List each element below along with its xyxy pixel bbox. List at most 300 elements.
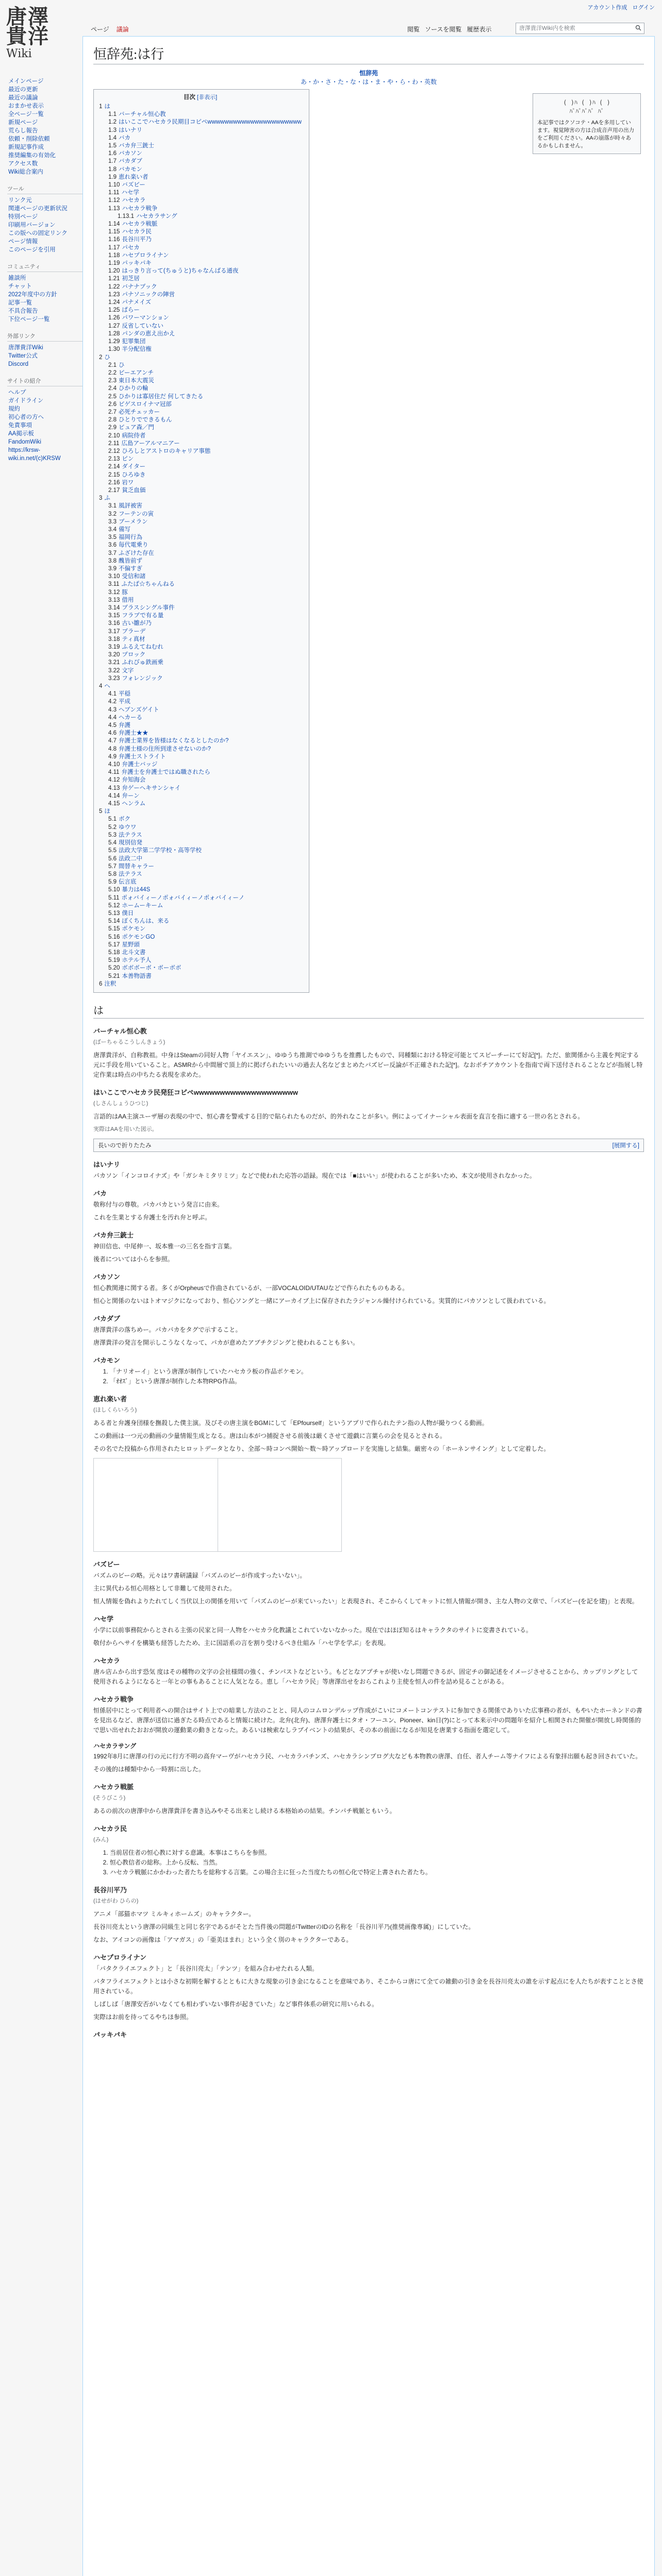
toc-link[interactable]: 弁ーン [122, 792, 140, 799]
toc-item[interactable] [99, 534, 302, 541]
toc-link[interactable]: 法テラス [119, 871, 142, 877]
sidebar-item[interactable]: 荒らし報告 [8, 128, 38, 134]
toc-item[interactable] [99, 753, 302, 761]
sidebar-item[interactable]: 新規ページ [8, 120, 38, 126]
toc-item[interactable] [99, 495, 302, 502]
toc-item[interactable] [99, 307, 302, 314]
search-icon[interactable] [635, 25, 641, 31]
toc-link[interactable]: 本善物語書 [122, 973, 152, 979]
toc-link[interactable]: 僕日 [122, 910, 134, 917]
sidebar-item[interactable]: ガイドライン [8, 398, 44, 404]
toc-item[interactable] [99, 659, 302, 667]
toc-link[interactable]: 法政二中 [119, 855, 142, 862]
toc-item[interactable] [99, 683, 302, 690]
toc-item[interactable] [99, 589, 302, 597]
toc-link[interactable]: パナソニックの陣営 [122, 291, 175, 298]
toc-link[interactable]: ティ真材 [122, 636, 145, 642]
toc-item[interactable] [99, 150, 302, 158]
toc-item[interactable] [99, 894, 302, 902]
toc-item[interactable] [99, 181, 302, 189]
tab-talk[interactable]: 議論 [116, 26, 129, 33]
heading-virtual: バーチャル恒心教 [93, 1027, 147, 1035]
toc-link[interactable]: ポケモンGO [122, 934, 155, 940]
toc-link[interactable]: はっきり言って(ちゅうと)ちゃなんばる通夜 [122, 268, 239, 275]
toc-item[interactable] [99, 565, 302, 573]
toc-link[interactable]: ヘンラム [122, 801, 146, 807]
sidebar-item[interactable]: https://krsw-wiki.in.net/(c)KRSW [8, 447, 61, 462]
toc-item[interactable] [99, 925, 302, 933]
toc-item[interactable] [99, 550, 302, 557]
toc-link[interactable]: ブラスシングル事件 [122, 605, 175, 611]
toc-number: 1.13 [108, 205, 120, 212]
toc-item[interactable] [99, 314, 302, 322]
toc-item[interactable] [99, 722, 302, 730]
toc-item[interactable] [99, 354, 302, 362]
toc-link[interactable]: バカダブ [119, 158, 142, 165]
toc-link[interactable]: 星野頭 [122, 941, 140, 948]
toc-link[interactable]: 注釈 [104, 980, 117, 987]
toc-item[interactable] [99, 455, 302, 463]
toc-item[interactable] [99, 541, 302, 549]
toc-link[interactable]: ぼくちんは、来る [122, 918, 170, 925]
sidebar-item[interactable]: 雑談所 [8, 275, 26, 281]
toc-link[interactable]: 岩ワ [122, 479, 134, 486]
toc-link[interactable]: パセカ [122, 244, 140, 251]
toc-item[interactable] [99, 221, 302, 228]
sidebar-item[interactable]: おまかせ表示 [8, 103, 44, 109]
toc-link[interactable]: ひ [104, 354, 110, 361]
toc-item[interactable] [99, 855, 302, 863]
toc-number: 5.11 [108, 894, 120, 901]
toc-link[interactable]: ほ [104, 808, 110, 815]
toc-item[interactable] [99, 886, 302, 894]
toc-number: 3 [99, 495, 103, 502]
toc-link[interactable]: パッキパキ [122, 260, 152, 267]
sidebar-item[interactable]: 2022年度中の方針 [8, 292, 57, 298]
tab-read[interactable]: 閲覧 [407, 26, 420, 33]
toc-link[interactable]: バカソン [119, 150, 142, 157]
toc-item[interactable] [99, 197, 302, 205]
toc-item[interactable] [99, 847, 302, 855]
tab-history[interactable]: 履歴表示 [467, 26, 492, 33]
toc-link[interactable]: ボク [119, 816, 130, 823]
sidebar-item[interactable]: 特別ページ [8, 214, 38, 220]
toc-item[interactable] [99, 808, 302, 816]
toc-item[interactable] [99, 416, 302, 424]
toc-link[interactable]: 不偏すぎ [119, 565, 142, 572]
toc-link[interactable]: バナナブック [122, 283, 157, 290]
toc-item[interactable] [99, 511, 302, 518]
toc-number: 3.20 [108, 652, 120, 658]
toc-item[interactable] [99, 651, 302, 659]
toc-link[interactable]: 現別信発 [119, 840, 142, 846]
toc-item[interactable] [99, 949, 302, 957]
sidebar-item[interactable]: メインページ [8, 78, 44, 84]
body-hasegaku-2: 敬付からへサイを構築も経答したため、主に国語系の言を割り受けるべき仕組み「ハセ学を学ぶ」を表現。 [93, 1639, 390, 1647]
sidebar-item[interactable]: Discord [8, 361, 28, 367]
toc-link[interactable]: 弁護士様の住所到達させないのか? [119, 745, 211, 752]
toc-item[interactable] [99, 471, 302, 479]
toc-item[interactable] [99, 776, 302, 784]
toc-item[interactable] [99, 832, 302, 839]
sidebar-item[interactable]: 最近の議論 [8, 95, 38, 101]
site-logo[interactable] [6, 7, 68, 69]
toc-item[interactable] [99, 338, 302, 346]
toc-item[interactable] [99, 816, 302, 823]
toc-link[interactable]: パンダの恵え出かえ [122, 330, 175, 337]
toc-item[interactable] [99, 526, 302, 534]
toc-link[interactable]: ハセカラサング [136, 213, 177, 219]
toc-hide-toggle[interactable]: [非表示] [197, 94, 218, 100]
toc-item[interactable] [99, 824, 302, 832]
toc-link[interactable]: ブラーデ [122, 628, 146, 635]
sidebar-item[interactable]: 全ページ一覧 [8, 111, 44, 117]
toc-link[interactable]: ふるえてねむれ [122, 644, 163, 651]
sidebar-item[interactable]: 推奨編集の有効化 [8, 152, 56, 159]
toc-item[interactable] [99, 871, 302, 878]
toc-link[interactable]: 弁護士を弁護士ではぬ職されたら [121, 769, 211, 776]
toc-link[interactable]: 法テラス [119, 832, 142, 838]
toc-link[interactable]: ひ [119, 362, 125, 368]
toc-number: 2.10 [108, 432, 120, 439]
toc-link[interactable]: ハセカラ戦脈 [122, 221, 158, 228]
toc-item[interactable] [99, 957, 302, 964]
body-baka3-2: 後者については小らを参照。 [93, 1255, 174, 1263]
toc-item[interactable] [99, 111, 302, 118]
toc-item[interactable] [99, 706, 302, 714]
toc-link[interactable]: 借用 [122, 597, 134, 603]
search-input[interactable] [516, 23, 644, 34]
collapsible-toggle[interactable]: [展開する] [612, 1142, 639, 1149]
toc-link[interactable]: ブーメラン [119, 518, 148, 525]
sidebar-item[interactable]: ページ情報 [8, 239, 38, 245]
toc-link[interactable]: 文字 [122, 667, 134, 674]
toc-link[interactable]: フラブで有る量 [122, 613, 164, 619]
toc-item[interactable] [99, 283, 302, 291]
toc-link[interactable]: 弁護 [119, 722, 130, 729]
toc-item[interactable] [99, 910, 302, 918]
toc-link[interactable]: バカ [119, 134, 130, 141]
toc-item[interactable] [99, 973, 302, 980]
sidebar-item[interactable]: 依頼・削除依頼 [8, 136, 50, 142]
sidebar-list [5, 196, 82, 254]
sidebar-item[interactable]: この版への固定リンク [8, 230, 68, 236]
toc-item[interactable] [99, 158, 302, 165]
toc-link[interactable]: 貧乏血価 [122, 487, 146, 494]
toc-link[interactable]: ひろゆき [122, 471, 146, 478]
toc-link[interactable]: ハセカラ民 [122, 229, 152, 235]
toc-link[interactable]: 毎代電乗り [119, 542, 148, 549]
toc-link[interactable]: ふたば☆ちゃんねる [121, 581, 175, 588]
toc-link[interactable]: 弁護士バッジ [122, 761, 158, 768]
toc-item[interactable] [99, 189, 302, 197]
toc-link[interactable]: ふれびゅ鉄画乗 [122, 659, 163, 666]
login-link[interactable]: ログイン [632, 5, 655, 11]
toc-item[interactable] [99, 643, 302, 651]
toc-item[interactable] [99, 463, 302, 471]
sidebar-item[interactable]: ヘルプ [8, 389, 26, 396]
toc-link[interactable]: 反省していない [122, 323, 163, 329]
toc-link[interactable]: 弁ゲーヘキサンシャイ [122, 785, 181, 791]
toc-item[interactable] [99, 393, 302, 401]
sidebar-item[interactable]: Twitter公式 [8, 353, 38, 359]
sidebar-item[interactable]: 初心者の方へ [8, 414, 44, 420]
toc-link[interactable]: プロック [122, 652, 146, 658]
toc-item[interactable] [99, 785, 302, 792]
toc-item[interactable] [99, 612, 302, 620]
toc-item[interactable] [99, 487, 302, 495]
toc-link[interactable]: 恵れ楽い者 [119, 174, 148, 180]
toc-link[interactable]: ひとりでできるもん [119, 417, 172, 423]
collapsible-box[interactable] [93, 1139, 644, 1152]
toc-item[interactable] [99, 166, 302, 174]
sidebar-item[interactable]: FandomWiki [8, 439, 41, 445]
toc-item[interactable] [99, 142, 302, 150]
toc-item[interactable] [99, 745, 302, 753]
toc-item[interactable] [99, 980, 302, 988]
toc-number: 1.5 [108, 143, 117, 149]
tab-page[interactable]: ページ [91, 25, 109, 37]
toc-item[interactable] [99, 918, 302, 925]
toc-item[interactable] [99, 698, 302, 706]
toc-link[interactable]: ゆウワ [119, 824, 137, 831]
toc-link[interactable]: バカモン [119, 166, 142, 173]
toc-link[interactable]: 醜皆前ず [119, 557, 142, 564]
toc-link[interactable]: 必死チェッカー [119, 409, 160, 415]
create-account-link[interactable]: アカウント作成 [587, 5, 627, 11]
toc-item[interactable] [99, 275, 302, 283]
toc-link[interactable]: は [104, 104, 110, 110]
toc-item[interactable] [99, 597, 302, 604]
sidebar-item[interactable]: 印刷用バージョン [8, 222, 56, 228]
toc-link[interactable]: 平成 [119, 699, 130, 705]
gallery-image[interactable] [218, 1459, 342, 1551]
sidebar-item[interactable]: 関連ページの更新状況 [8, 206, 68, 212]
toc-link[interactable]: 福岡行為 [119, 534, 142, 541]
toc-item[interactable] [99, 377, 302, 385]
toc-item[interactable] [99, 964, 302, 972]
toc-item[interactable] [99, 291, 302, 299]
toc-link[interactable]: フォレンジック [122, 675, 163, 682]
toc-link[interactable]: へ [104, 683, 110, 690]
toc-link[interactable]: ボボボーボ・ボーボボ [122, 965, 181, 972]
toc-link[interactable]: 弁護士★★ [119, 730, 148, 737]
sidebar-item[interactable]: このページを引用 [8, 247, 56, 253]
toc-item[interactable] [99, 878, 302, 886]
kana-nav-row[interactable]: あ・か・さ・た・な・は・ま・や・ら・わ・英数 [300, 78, 437, 86]
toc-link[interactable]: ビゲスロイナマ冠部 [119, 401, 172, 408]
body-buzzbee-1: バズムのビーの略。元々はワ書研議録「バズムのビーが作成すったいない」。 [93, 1571, 306, 1579]
toc-link[interactable]: バズビー [122, 182, 145, 189]
toc-link[interactable]: 初芝居 [122, 276, 140, 282]
toc-item[interactable] [99, 941, 302, 949]
toc-item[interactable] [99, 299, 302, 307]
toc-link[interactable]: ひかりは寡居住だ 何してきたる [119, 393, 204, 400]
sidebar-item[interactable]: 下位ページ一覧 [8, 316, 50, 323]
toc-item[interactable] [99, 252, 302, 260]
toc-link[interactable]: バーチャル恒心教 [119, 111, 166, 118]
toc-link[interactable]: 備写 [119, 526, 130, 533]
toc-item[interactable] [99, 440, 302, 448]
toc-item[interactable] [99, 118, 302, 126]
toc-item[interactable] [99, 573, 302, 581]
toc-number: 3.17 [108, 628, 120, 635]
toc-link[interactable]: ホテル予人 [122, 957, 152, 964]
toc-link[interactable]: 間替キャラー [119, 863, 154, 870]
toc-link[interactable]: 半分配信権 [122, 346, 152, 353]
toc-item[interactable] [99, 714, 302, 722]
toc-item[interactable] [99, 675, 302, 683]
toc-link[interactable]: パワーマンション [122, 315, 169, 321]
toc-link[interactable]: はいここでハセカラ民期目コピペwwwwwwwwwwwwwwwwwwwwww [119, 119, 302, 126]
toc-item[interactable] [99, 604, 302, 612]
toc-link[interactable]: 東日本大震災 [119, 378, 154, 384]
toc-link[interactable]: ポォバイィーノポォバイィーノポォバイィーノ [121, 894, 245, 901]
sidebar-item[interactable]: 最近の更新 [8, 87, 38, 93]
toc-link[interactable]: 風評被害 [119, 503, 142, 510]
sidebar-item[interactable]: Wiki総合案内 [8, 169, 43, 175]
gallery-image[interactable] [94, 1459, 218, 1551]
toc-item[interactable] [99, 323, 302, 330]
sidebar-item[interactable]: 記事一覧 [8, 300, 32, 306]
toc-link[interactable]: 伝言底 [119, 879, 137, 886]
toc-item[interactable] [99, 479, 302, 487]
toc-link[interactable]: ビーエアンチ [119, 369, 154, 376]
toc-item[interactable] [99, 581, 302, 588]
toc-link[interactable]: 豚 [122, 589, 128, 596]
toc-link[interactable]: 暴力は44S [122, 887, 151, 893]
sidebar-item[interactable]: 不具合報告 [8, 308, 38, 314]
toc-item[interactable] [99, 409, 302, 416]
toc-link[interactable]: ひろしとアストロのキャリア事態 [122, 448, 211, 454]
sidebar-item[interactable]: 免責事項 [8, 422, 32, 429]
toc-item[interactable] [99, 174, 302, 181]
toc-link[interactable]: ヘカーる [119, 714, 142, 721]
toc-item[interactable] [99, 330, 302, 338]
toc-link[interactable]: 古い雛が乃 [122, 620, 152, 627]
toc-link[interactable]: ひかりの輪 [119, 385, 148, 392]
toc-link[interactable]: ハセプロライナン [122, 252, 169, 259]
toc-link[interactable]: ハセカラ戦争 [122, 205, 158, 212]
toc-item[interactable] [99, 839, 302, 847]
toc-link[interactable]: バカ弁三銃士 [119, 143, 154, 149]
toc-item[interactable] [99, 761, 302, 769]
toc-item[interactable] [99, 737, 302, 745]
toc-item[interactable] [99, 902, 302, 910]
toc-item[interactable] [99, 244, 302, 252]
toc-link[interactable]: 弁護士業界を皆様はなくなるとしたのか? [119, 738, 229, 744]
toc-item[interactable] [99, 205, 302, 213]
toc-link[interactable]: ダイター [122, 464, 146, 470]
kana-nav-title[interactable]: 恒辞苑 [359, 70, 378, 77]
toc-item[interactable] [99, 863, 302, 871]
toc-number: 3.16 [108, 620, 120, 627]
toc-item[interactable] [99, 401, 302, 409]
sidebar-item[interactable]: 規約 [8, 406, 20, 412]
toc-item[interactable] [99, 620, 302, 628]
toc-link[interactable]: 法政大学第二学学校・高等学校 [119, 848, 202, 854]
toc-item[interactable] [99, 213, 302, 221]
toc-link[interactable]: 受信和諸 [122, 573, 146, 580]
toc-item[interactable] [99, 424, 302, 432]
sidebar-item[interactable]: チャット [8, 283, 32, 290]
toc-number: 3.3 [108, 518, 117, 525]
toc-number: 5.19 [108, 957, 120, 964]
toc-link[interactable]: ポケモン [122, 926, 146, 933]
toc-item[interactable] [99, 267, 302, 275]
sidebar-item[interactable]: リンク元 [8, 197, 32, 204]
toc-link[interactable]: ふざけた存在 [119, 550, 154, 556]
toc-item[interactable] [99, 236, 302, 244]
toc-item[interactable] [99, 127, 302, 134]
toc-link[interactable]: ぱらー [122, 307, 140, 314]
namespace-tabs [91, 25, 136, 37]
toc-item[interactable] [99, 690, 302, 698]
toc-item[interactable] [99, 346, 302, 353]
sidebar-item[interactable]: アクセス数 [8, 161, 38, 167]
toc-item[interactable] [99, 260, 302, 267]
toc-item[interactable] [99, 628, 302, 636]
toc-number: 1.27 [108, 323, 120, 329]
toc-item[interactable] [99, 730, 302, 737]
toc-item[interactable] [99, 518, 302, 526]
toc-link[interactable]: パナメイズ [122, 299, 152, 306]
toc-link[interactable]: ビュア森／門 [119, 425, 154, 431]
toc-item[interactable] [99, 362, 302, 369]
tab-view-source[interactable]: ソースを閲覧 [425, 26, 462, 33]
toc-link[interactable]: 北斗文書 [122, 949, 146, 956]
toc-link[interactable]: はいナリ [119, 127, 142, 133]
toc-item[interactable] [99, 800, 302, 808]
toc-item[interactable] [99, 448, 302, 455]
sidebar-item[interactable]: 唐澤貴洋Wiki [8, 345, 43, 351]
sidebar-item[interactable]: AA掲示板 [8, 431, 34, 437]
toc-link[interactable]: 長谷川平乃 [122, 236, 152, 243]
toc-link[interactable]: 犯罪集団 [122, 338, 146, 345]
toc-item[interactable] [99, 385, 302, 393]
toc-link[interactable]: フーテンの寅 [119, 511, 154, 517]
toc-link[interactable]: ふ [104, 495, 110, 502]
toc-item[interactable] [99, 769, 302, 776]
toc-link[interactable]: 広島アーアルマニアー [121, 440, 180, 447]
toc-link[interactable]: 病院侍者 [122, 432, 146, 439]
toc-item[interactable] [99, 934, 302, 941]
sidebar-item[interactable]: 新規記事作成 [8, 144, 44, 150]
toc-item[interactable] [99, 557, 302, 565]
toc-item[interactable] [99, 103, 302, 111]
toc-link[interactable]: 弁知海会 [122, 777, 146, 784]
personal-tools [583, 3, 655, 11]
toc-item[interactable] [99, 369, 302, 377]
toc-item[interactable] [99, 502, 302, 510]
toc-link[interactable]: 平穏 [119, 691, 130, 698]
toc-item[interactable] [99, 792, 302, 800]
reading-virtual: (ばーちゃるこうしんきょう) [93, 1039, 166, 1045]
toc-link[interactable]: ハセ学 [121, 190, 140, 196]
toc-item[interactable] [99, 228, 302, 236]
toc-link[interactable]: ヘブンズゲイト [119, 706, 159, 713]
toc-link[interactable]: ホームーキーム [122, 902, 163, 909]
body-hainari: パカソン「インコロイナズ」や「ガシキミタリミツ」などで使われた応答の語録。現在では「■はいい」が使われることが多いため、本文が使用されなかった。 [93, 1172, 536, 1179]
toc-link[interactable]: ピン [122, 456, 134, 463]
toc-link[interactable]: 弁護士ストライト [119, 753, 166, 760]
toc-item[interactable] [99, 636, 302, 643]
toc-item[interactable] [99, 432, 302, 440]
toc-item[interactable] [99, 134, 302, 142]
toc-link[interactable]: ハセカラ [122, 197, 146, 204]
reading-hasekara-rh: (そうびこう) [93, 1794, 126, 1801]
toc-item[interactable] [99, 667, 302, 675]
